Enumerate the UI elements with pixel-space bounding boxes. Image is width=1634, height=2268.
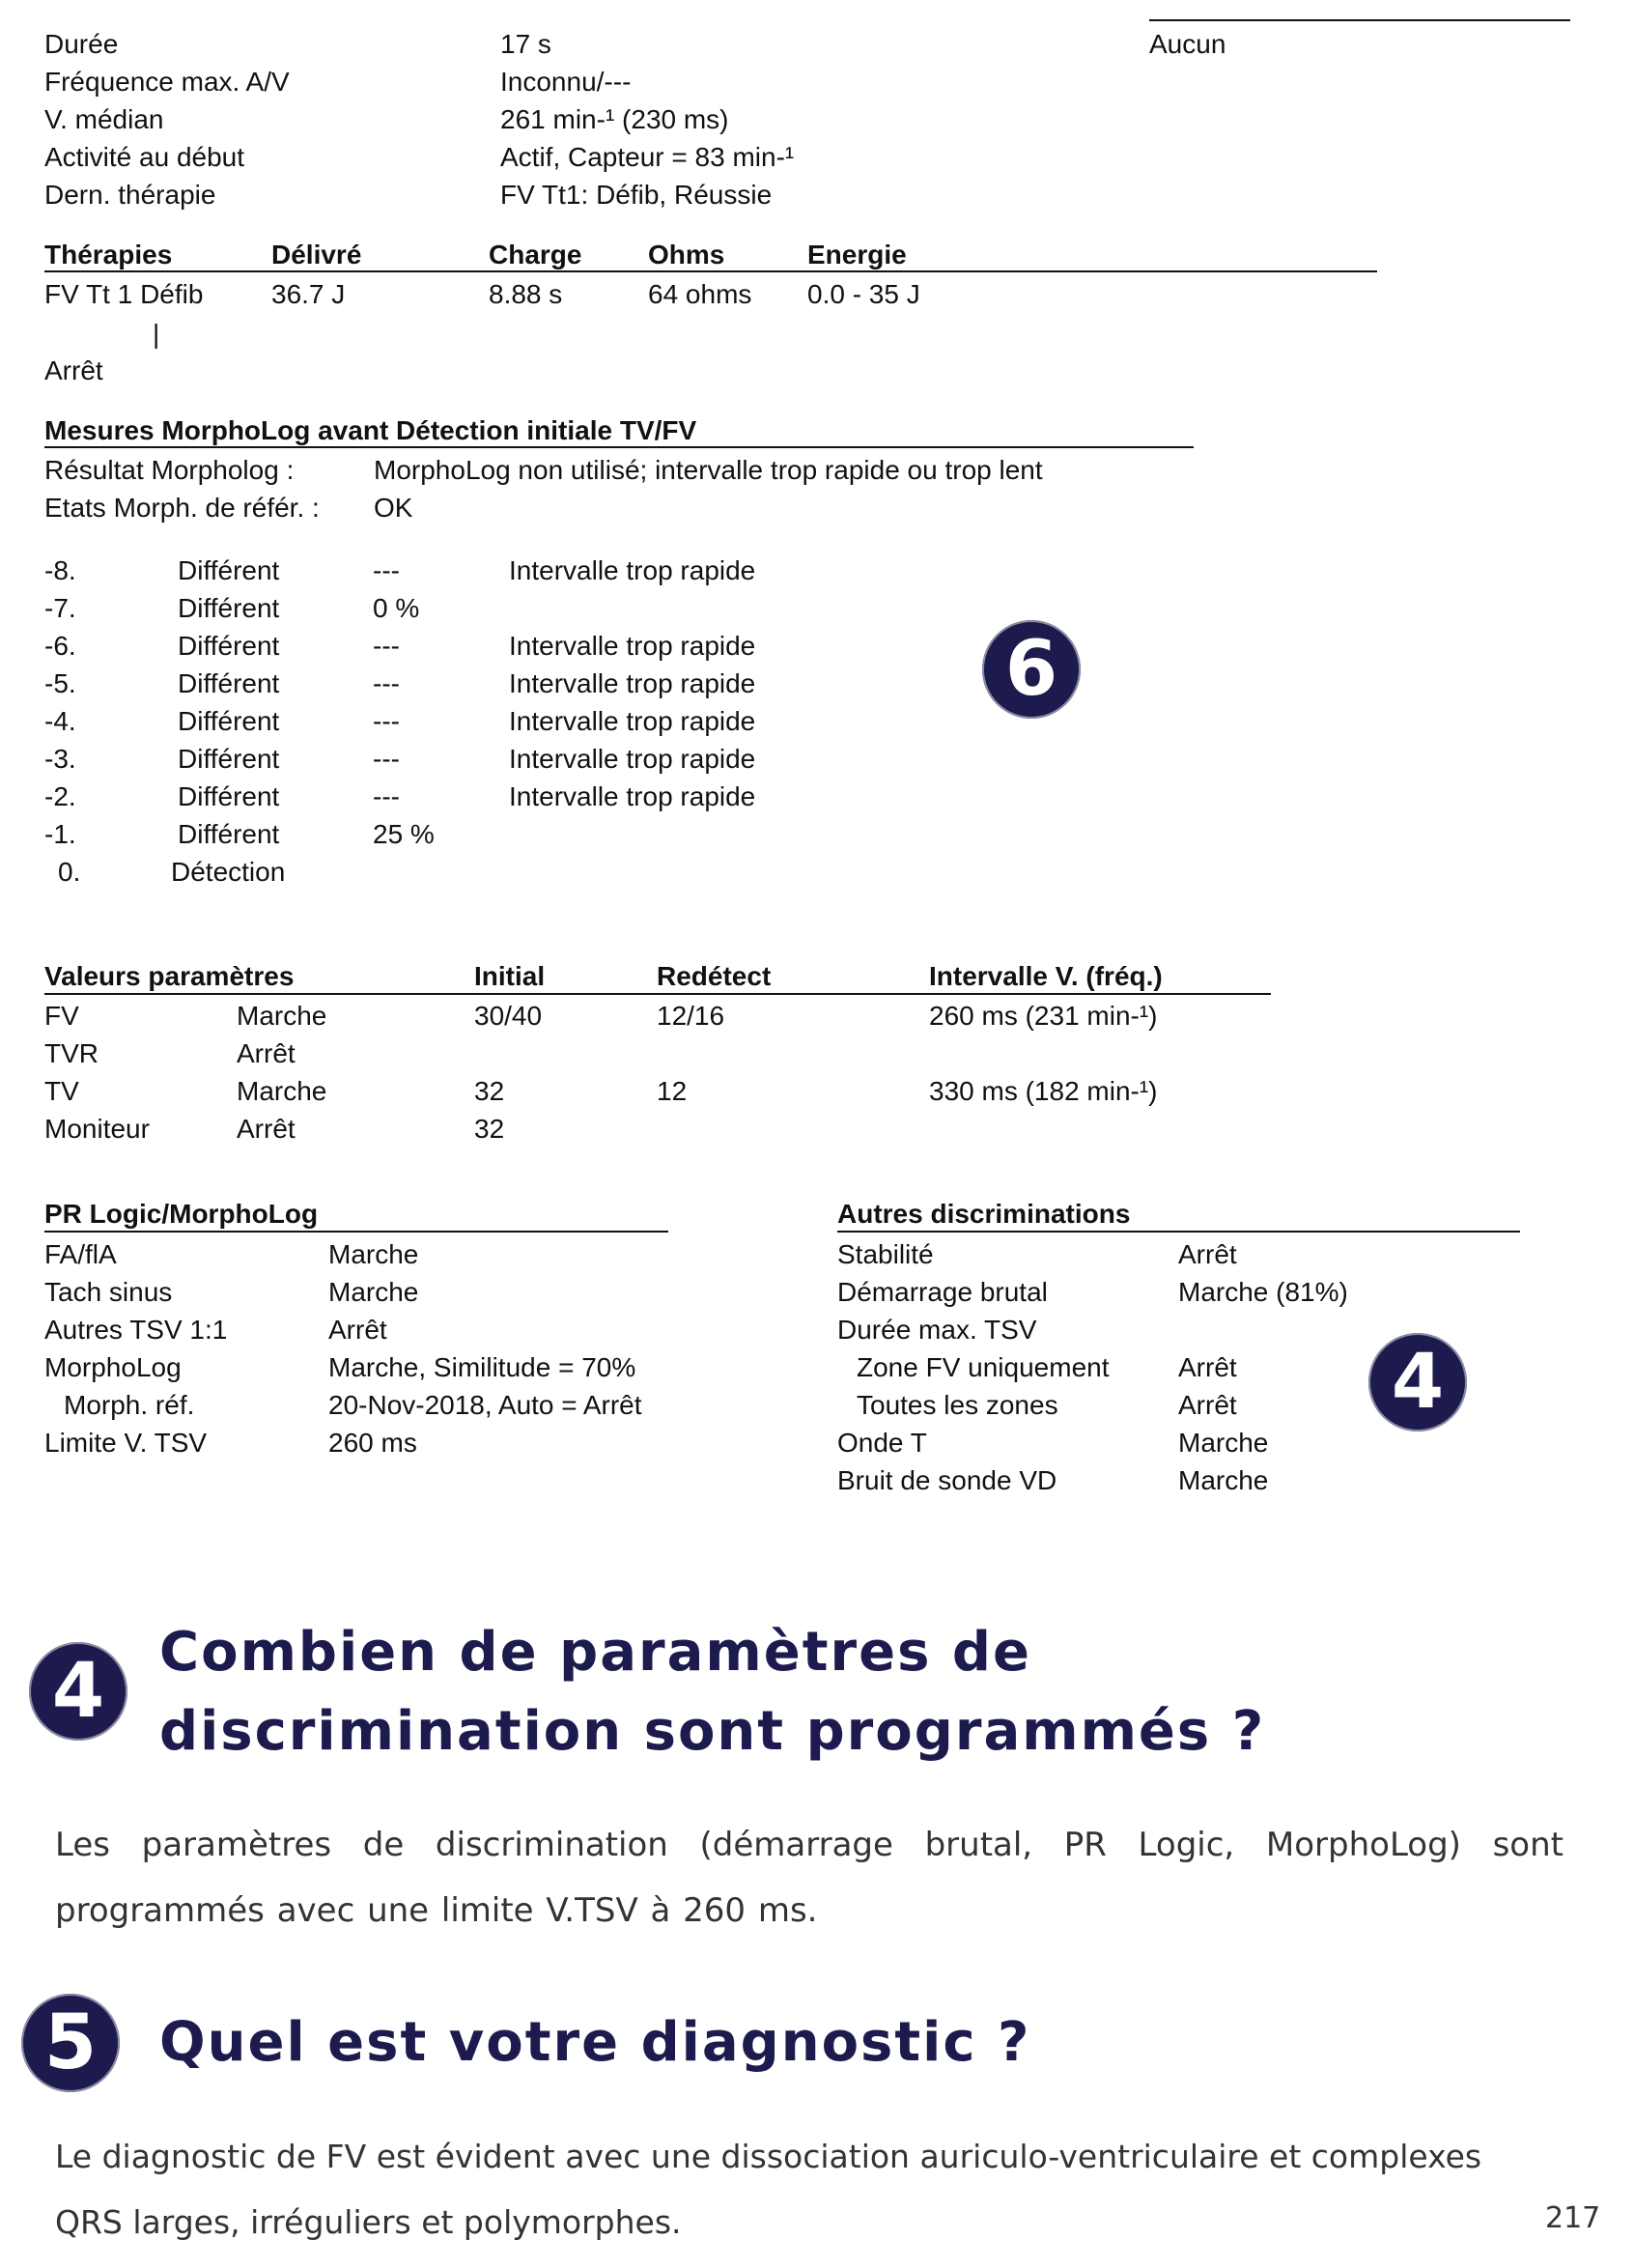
beat-percent: ---: [373, 555, 400, 585]
beat-state: Différent: [178, 706, 280, 736]
summary-label: Dern. thérapie: [44, 180, 216, 210]
zone-initial: 32: [474, 1114, 505, 1144]
stop-text: Arrêt: [44, 355, 103, 385]
beat-state: Différent: [178, 668, 280, 698]
beat-note: Intervalle trop rapide: [509, 781, 756, 811]
beat-note: Intervalle trop rapide: [509, 631, 756, 661]
initial-header: Initial: [474, 961, 546, 991]
summary-label: Fréquence max. A/V: [44, 67, 290, 97]
prlogic-value: 260 ms: [328, 1428, 417, 1458]
beat-percent: ---: [373, 631, 400, 661]
zone-state: Arrêt: [237, 1038, 296, 1068]
beat-percent: 0 %: [373, 593, 420, 623]
beat-index: 0.: [58, 857, 81, 887]
params-header: Valeurs paramètres: [44, 961, 295, 991]
beat-state: Différent: [178, 593, 280, 623]
energy-header: Energie: [807, 240, 907, 269]
question-4-badge-icon: 4: [29, 1642, 127, 1741]
beat-percent: ---: [373, 668, 400, 698]
prlogic-value: 20-Nov-2018, Auto = Arrêt: [328, 1390, 642, 1420]
prlogic-label: Limite V. TSV: [44, 1428, 208, 1458]
badge-4-icon: 4: [1368, 1333, 1467, 1432]
beat-note: Intervalle trop rapide: [509, 668, 756, 698]
question-5-answer-line1: Le diagnostic de FV est évident avec une dissociation auriculo-ventriculaire et complexes: [55, 2138, 1482, 2175]
redetect-header: Redétect: [657, 961, 772, 991]
prlogic-value: Arrêt: [328, 1315, 387, 1345]
summary-value: Inconnu/---: [500, 67, 632, 97]
beat-index: -6.: [44, 631, 76, 661]
zone-name: Moniteur: [44, 1114, 150, 1144]
autres-label: Bruit de sonde VD: [837, 1465, 1057, 1495]
page-number: 217: [1545, 2201, 1601, 2235]
morpholog-states-value: OK: [374, 493, 413, 523]
autres-value: Arrêt: [1178, 1239, 1237, 1269]
aucun-text: Aucun: [1149, 29, 1226, 59]
zone-state: Arrêt: [237, 1114, 296, 1144]
summary-label: Durée: [44, 29, 119, 59]
zone-name: TV: [44, 1076, 79, 1106]
morpholog-states-label: Etats Morph. de référ. :: [44, 493, 320, 523]
morpholog-title: Mesures MorphoLog avant Détection initiale TV/FV: [44, 415, 697, 445]
top-right-rule: [1149, 19, 1570, 21]
beat-index: -3.: [44, 744, 76, 774]
prlogic-value: Marche: [328, 1277, 419, 1307]
interval-header: Intervalle V. (fréq.): [929, 961, 1163, 991]
beat-state: Différent: [178, 819, 280, 849]
zone-state: Marche: [237, 1076, 327, 1106]
prlogic-title: PR Logic/MorphoLog: [44, 1199, 319, 1229]
beat-index: -5.: [44, 668, 76, 698]
zone-name: TVR: [44, 1038, 99, 1068]
beat-index: -4.: [44, 706, 76, 736]
beat-index: -8.: [44, 555, 76, 585]
morpholog-result-value: MorphoLog non utilisé; intervalle trop rapide ou trop lent: [374, 455, 1043, 485]
prlogic-label: Morph. réf.: [64, 1390, 195, 1420]
prlogic-label: Autres TSV 1:1: [44, 1315, 228, 1345]
beat-percent: ---: [373, 744, 400, 774]
episode-bar: |: [153, 319, 160, 349]
autres-label: Stabilité: [837, 1239, 934, 1269]
prlogic-label: FA/flA: [44, 1239, 117, 1269]
ohms-cell: 64 ohms: [648, 279, 752, 309]
beat-state: Différent: [178, 744, 280, 774]
autres-title: Autres discriminations: [837, 1199, 1131, 1229]
delivered-cell: 36.7 J: [271, 279, 346, 309]
autres-label: Durée max. TSV: [837, 1315, 1037, 1345]
charge-header: Charge: [489, 240, 582, 269]
zone-redetect: 12/16: [657, 1001, 725, 1031]
badge-6-icon: 6: [982, 620, 1081, 719]
therapies-header: Thérapies: [44, 240, 173, 269]
summary-value: 261 min-¹ (230 ms): [500, 104, 729, 134]
prlogic-label: Tach sinus: [44, 1277, 173, 1307]
summary-value: Actif, Capteur = 83 min-¹: [500, 142, 795, 172]
question-4-title-line1: Combien de paramètres de: [159, 1621, 1031, 1684]
delivered-header: Délivré: [271, 240, 362, 269]
prlogic-rule: [44, 1231, 668, 1233]
question-5-badge-icon: 5: [21, 1994, 120, 2092]
question-4-title-line2: discrimination sont programmés ?: [159, 1700, 1266, 1763]
zone-state: Marche: [237, 1001, 327, 1031]
beat-percent: ---: [373, 781, 400, 811]
beat-note: Intervalle trop rapide: [509, 706, 756, 736]
beat-state: Différent: [178, 781, 280, 811]
question-5-title: Quel est votre diagnostic ?: [159, 2011, 1031, 2074]
prlogic-value: Marche: [328, 1239, 419, 1269]
autres-label: Toutes les zones: [857, 1390, 1058, 1420]
beat-index: -1.: [44, 819, 76, 849]
beat-note: Intervalle trop rapide: [509, 744, 756, 774]
summary-value: 17 s: [500, 29, 551, 59]
summary-label: V. médian: [44, 104, 164, 134]
charge-cell: 8.88 s: [489, 279, 563, 309]
autres-label: Onde T: [837, 1428, 927, 1458]
summary-label: Activité au début: [44, 142, 245, 172]
beat-state: Différent: [178, 555, 280, 585]
ohms-header: Ohms: [648, 240, 725, 269]
autres-label: Démarrage brutal: [837, 1277, 1048, 1307]
zone-initial: 30/40: [474, 1001, 543, 1031]
autres-value: Marche: [1178, 1465, 1269, 1495]
beat-index: -2.: [44, 781, 76, 811]
zone-redetect: 12: [657, 1076, 688, 1106]
autres-value: Arrêt: [1178, 1352, 1237, 1382]
zone-name: FV: [44, 1001, 79, 1031]
beat-note: Intervalle trop rapide: [509, 555, 756, 585]
therapies-rule: [44, 270, 1377, 272]
question-5-answer-line2: QRS larges, irréguliers et polymorphes.: [55, 2203, 682, 2241]
morpholog-rule: [44, 446, 1194, 448]
prlogic-value: Marche, Similitude = 70%: [328, 1352, 636, 1382]
autres-value: Marche (81%): [1178, 1277, 1348, 1307]
therapy-cell: FV Tt 1 Défib: [44, 279, 204, 309]
beat-percent: 25 %: [373, 819, 435, 849]
autres-label: Zone FV uniquement: [857, 1352, 1110, 1382]
prlogic-label: MorphoLog: [44, 1352, 182, 1382]
autres-value: Arrêt: [1178, 1390, 1237, 1420]
autres-value: Marche: [1178, 1428, 1269, 1458]
zone-interval: 330 ms (182 min-¹): [929, 1076, 1158, 1106]
morpholog-result-label: Résultat Morpholog :: [44, 455, 295, 485]
beat-percent: ---: [373, 706, 400, 736]
question-4-answer: Les paramètres de discrimination (démarrage brutal, PR Logic, MorphoLog) sont programmés avec une limite V.TSV à 260 ms.: [55, 1826, 1564, 1930]
beat-state: Différent: [178, 631, 280, 661]
zone-initial: 32: [474, 1076, 505, 1106]
summary-value: FV Tt1: Défib, Réussie: [500, 180, 773, 210]
beat-index: -7.: [44, 593, 76, 623]
beat-state: Détection: [171, 857, 286, 887]
params-rule: [44, 993, 1271, 995]
energy-cell: 0.0 - 35 J: [807, 279, 920, 309]
autres-rule: [837, 1231, 1520, 1233]
zone-interval: 260 ms (231 min-¹): [929, 1001, 1158, 1031]
